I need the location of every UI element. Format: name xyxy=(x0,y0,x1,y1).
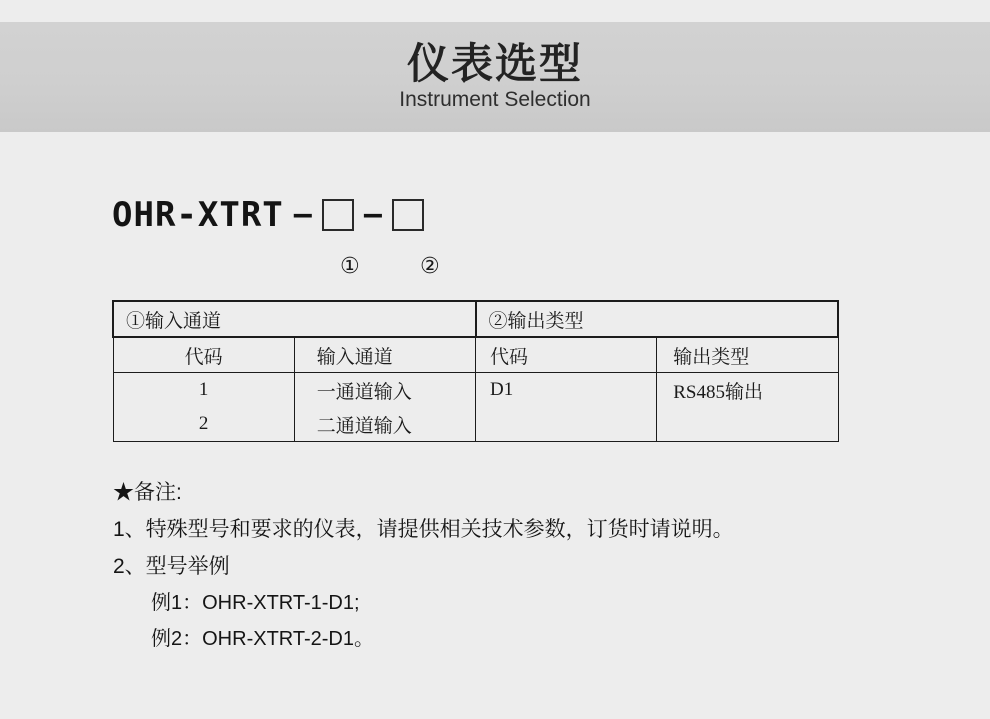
cell-right-name-2 xyxy=(657,407,838,442)
col-header-right-name: 输出类型 xyxy=(657,337,838,373)
page-header xyxy=(0,22,990,132)
model-slot-2[interactable] xyxy=(392,199,424,231)
notes-title: ★备注: xyxy=(113,481,182,504)
group-header-input: ①输入通道 xyxy=(113,301,476,337)
cell-left-code-2: 2 xyxy=(113,407,294,442)
table-row xyxy=(113,373,838,408)
cell-left-name-1: 一通道输入 xyxy=(294,373,475,408)
marker-one-icon: ① xyxy=(340,254,360,279)
col-header-left-name: 输入通道 xyxy=(294,337,475,373)
cell-left-name-2: 二通道输入 xyxy=(294,407,475,442)
notes-example-1: 例1：OHR-XTRT-1-D1; xyxy=(151,592,360,614)
cell-right-code-1: D1 xyxy=(476,373,657,408)
table-column-header-row xyxy=(113,337,838,373)
page-title-en: Instrument Selection xyxy=(399,88,591,112)
group-header-output: ②输出类型 xyxy=(476,301,839,337)
notes-line-1: 1、特殊型号和要求的仪表，请提供相关技术参数，订货时请说明。 xyxy=(113,518,734,541)
model-dash-1: — xyxy=(293,197,312,232)
model-base-code: OHR-XTRT xyxy=(112,195,284,235)
notes-section xyxy=(113,482,933,665)
table-row xyxy=(113,407,838,442)
notes-example-2: 例2：OHR-XTRT-2-D1。 xyxy=(151,628,374,650)
cell-right-name-1: RS485输出 xyxy=(657,373,838,408)
col-header-right-code: 代码 xyxy=(476,337,657,373)
selection-table xyxy=(112,300,839,442)
col-header-left-code: 代码 xyxy=(113,337,294,373)
page-title-cn: 仪表选型 xyxy=(406,39,583,87)
table-group-header-row xyxy=(113,301,838,337)
model-code-row xyxy=(112,195,424,235)
cell-right-code-2 xyxy=(476,407,657,442)
model-slot-1[interactable] xyxy=(322,199,354,231)
model-slot-markers xyxy=(112,256,512,288)
model-dash-2: — xyxy=(363,197,382,232)
selection-table-wrap xyxy=(112,300,839,442)
cell-left-code-1: 1 xyxy=(113,373,294,408)
marker-two-icon: ② xyxy=(420,254,440,279)
notes-line-2: 2、型号举例 xyxy=(113,555,230,578)
